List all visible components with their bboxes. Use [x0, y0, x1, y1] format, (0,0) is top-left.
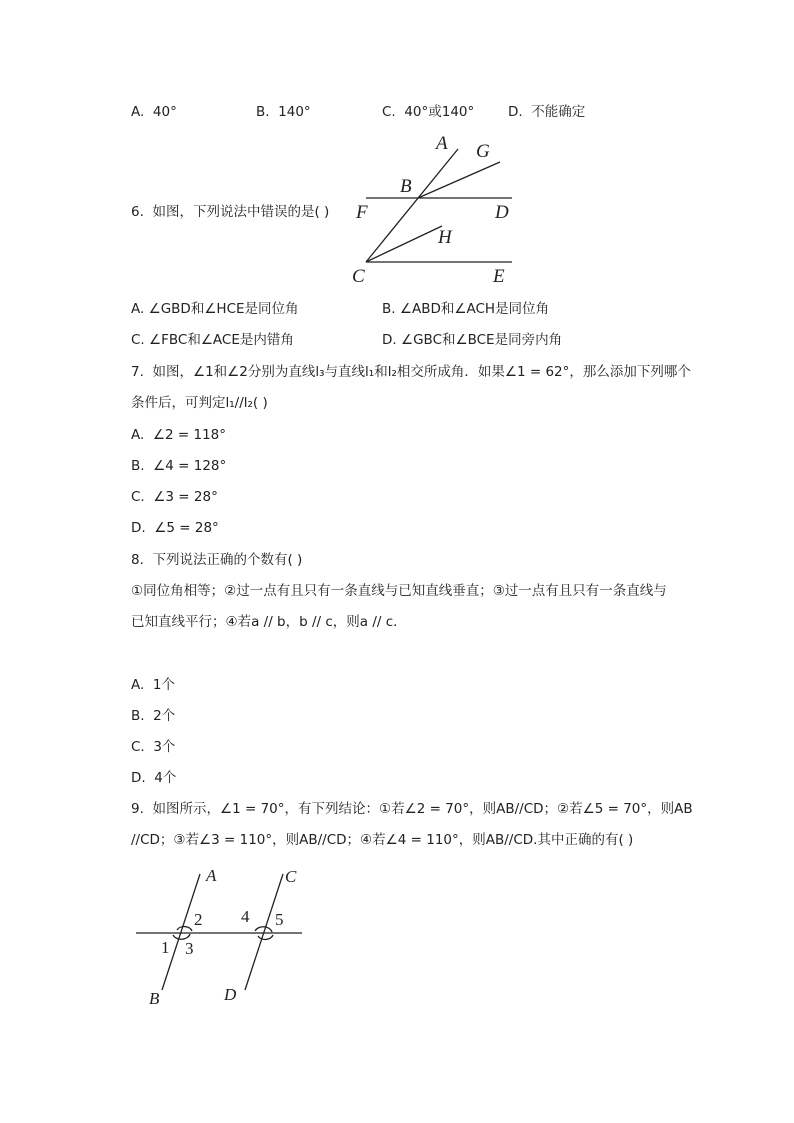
q8-stem: 8. 下列说法正确的个数有( ) [131, 552, 303, 568]
q7-option-d: D. ∠5 = 28° [131, 520, 219, 536]
angle-label-2: 2 [194, 910, 203, 929]
label-d: D [224, 985, 237, 1004]
q6-option-b: B. ∠ABD和∠ACH是同位角 [382, 301, 550, 317]
q8-option-b: B. 2个 [131, 708, 176, 724]
label-f: F [356, 202, 368, 223]
line-bg [418, 162, 500, 198]
q6-option-d: D. ∠GBC和∠BCE是同旁内角 [382, 332, 563, 348]
q7-stem-line2: 条件后，可判定l₁//l₂( ) [131, 395, 268, 411]
q6-option-a: A. ∠GBD和∠HCE是同位角 [131, 301, 299, 317]
q5-option-a: A. 40° [131, 104, 177, 120]
q8-option-a: A. 1个 [131, 677, 175, 693]
label-b: B [400, 176, 412, 197]
angle-label-3: 3 [185, 939, 194, 958]
q9-stem-line1: 9. 如图所示，∠1 = 70°，有下列结论：①若∠2 = 70°，则AB//CD；②若∠5 = 70°，则AB [131, 801, 693, 817]
angle-arc-5 [258, 935, 273, 939]
label-a: A [436, 133, 448, 154]
q5-option-b: B. 140° [256, 104, 311, 120]
line-ch [366, 226, 442, 262]
q9-figure [130, 862, 310, 1007]
angle-label-4: 4 [241, 907, 250, 926]
q6-figure [350, 132, 520, 287]
angle-label-1: 1 [161, 938, 170, 957]
angle-label-5: 5 [275, 910, 284, 929]
label-c: C [285, 867, 297, 886]
q8-body-line1: ①同位角相等；②过一点有且只有一条直线与已知直线垂直；③过一点有且只有一条直线与 [131, 583, 667, 599]
q8-body-line2: 已知直线平行；④若a // b，b // c，则a // c． [131, 614, 407, 630]
q7-stem-line1: 7. 如图，∠1和∠2分别为直线l₃与直线l₁和l₂相交所成角．如果∠1 = 62°，那么添加下列哪个 [131, 364, 691, 380]
q5-option-c: C. 40°或140° [382, 104, 475, 120]
label-b: B [149, 989, 160, 1008]
q8-option-d: D. 4个 [131, 770, 177, 786]
label-e: E [493, 266, 505, 287]
label-d: D [495, 202, 509, 223]
line-ab [162, 874, 200, 990]
label-h: H [438, 227, 452, 248]
q9-stem-line2: //CD；③若∠3 = 110°，则AB//CD；④若∠4 = 110°，则AB//CD.其中正确的有( ) [131, 832, 634, 848]
q8-option-c: C. 3个 [131, 739, 176, 755]
q7-option-a: A. ∠2 = 118° [131, 427, 226, 443]
label-g: G [476, 141, 490, 162]
q7-option-c: C. ∠3 = 28° [131, 489, 218, 505]
q5-option-d: D. 不能确定 [508, 104, 586, 120]
angle-arc-2 [177, 927, 192, 931]
q6-stem: 6. 如图，下列说法中错误的是( ) [131, 204, 330, 220]
angle-arc-4 [255, 927, 272, 932]
q7-option-b: B. ∠4 = 128° [131, 458, 227, 474]
label-c: C [352, 266, 365, 287]
q6-option-c: C. ∠FBC和∠ACE是内错角 [131, 332, 294, 348]
line-cd [245, 874, 283, 990]
label-a: A [206, 866, 217, 885]
